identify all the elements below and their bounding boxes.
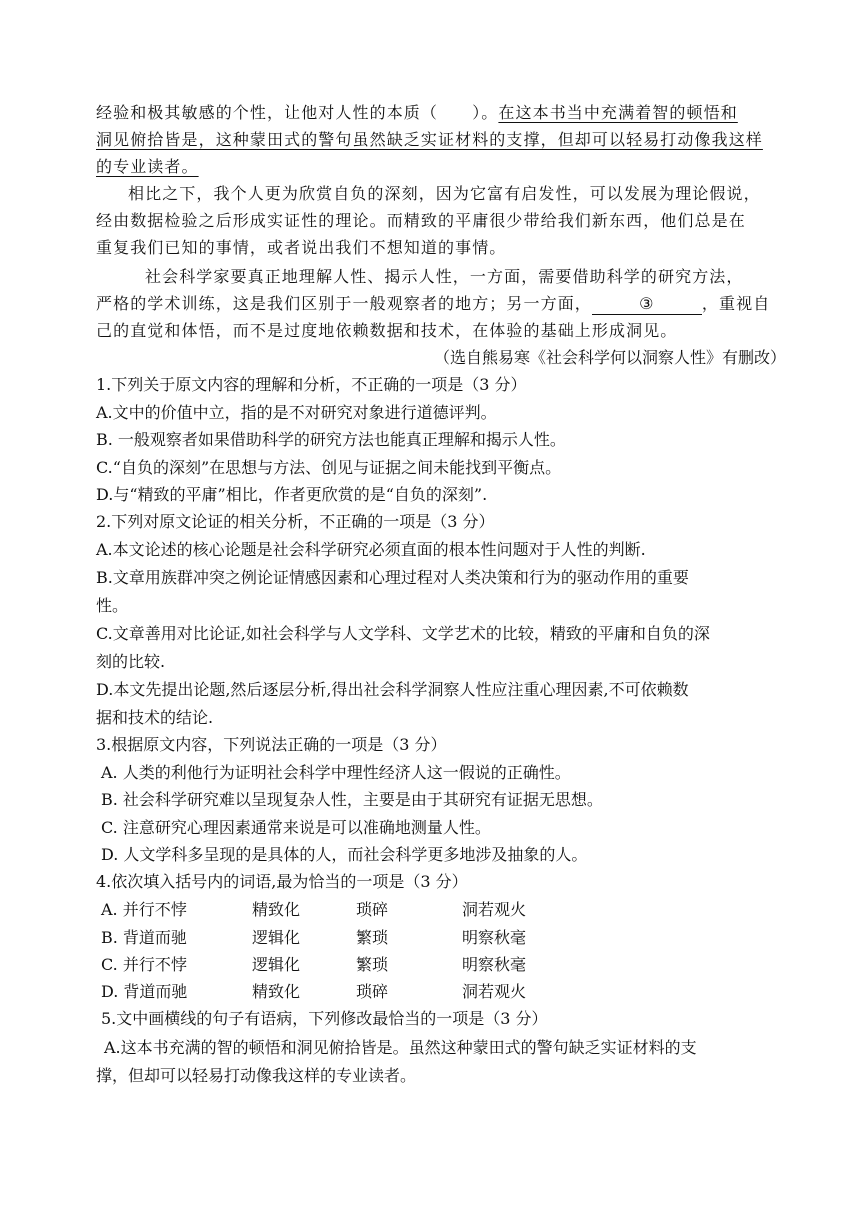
passage-paragraph-2-line-2: 经由数据检验之后形成实证性的理论。而精致的平庸很少带给我们新东西，他们总是在 [96, 211, 746, 230]
passage-text: ，重视自 [701, 294, 771, 313]
question-2-option-b: B.文章用族群冲突之例论证情感因素和心理过程对人类决策和行为的驱动作用的重要 [96, 568, 689, 587]
passage-text: 严格的学术训练，这是我们区别于一般观察者的地方；另一方面， [96, 294, 592, 313]
option-word: 洞若观火 [462, 982, 527, 1001]
option-word: 逻辑化 [252, 928, 301, 947]
option-word: D. 背道而驰 [101, 982, 188, 1001]
question-2-option-d: D.本文先提出论题,然后逐层分析,得出社会科学洞察人性应注重心理因素,不可依赖数 [96, 680, 689, 699]
fill-in-blank-3: ③ [592, 294, 702, 315]
question-5-option-a: A.这本书充满的智的顿悟和洞见俯拾皆是。虽然这种蒙田式的警句缺乏实证材料的支 [104, 1038, 697, 1057]
passage-paragraph-3-line-3: 己的直觉和体悟，而不是过度地依赖数据和技术，在体验的基础上形成洞见。 [96, 321, 678, 340]
option-word: B. 背道而驰 [101, 928, 187, 947]
question-5-stem: 5.文中画横线的句子有语病，下列修改最恰当的一项是（3 分） [101, 1009, 548, 1028]
underlined-sentence: 洞见俯拾皆是，这种蒙田式的警句虽然缺乏实证材料的支撑，但却可以轻易打动像我这样 [96, 130, 763, 149]
question-2-option-c: C.文章善用对比论证,如社会科学与人文学科、文学艺术的比较，精致的平庸和自负的深 [96, 624, 710, 643]
passage-text: 经验和极其敏感的个性，让他对人性的本质（ ）。 [96, 103, 499, 122]
question-4-stem: 4.依次填入括号内的词语,最为恰当的一项是（3 分） [96, 872, 468, 891]
passage-line-2 [96, 127, 763, 153]
option-word: 繁琐 [356, 955, 389, 974]
question-1-stem: 1.下列关于原文内容的理解和分析，不正确的一项是（3 分） [96, 375, 527, 394]
option-word: 明察秋毫 [462, 955, 527, 974]
question-1-option-b: B. 一般观察者如果借助科学的研究方法也能真正理解和揭示人性。 [96, 430, 566, 449]
option-word: 精致化 [252, 982, 301, 1001]
option-word: 精致化 [252, 900, 301, 919]
option-word: 明察秋毫 [462, 928, 527, 947]
source-citation: （选自熊易寒《社会科学何以洞察人性》有删改） [433, 348, 786, 367]
underlined-sentence: 在这本书当中充满着智的顿悟和 [498, 103, 738, 122]
question-3-option-a: A. 人类的利他行为证明社会科学中理性经济人这一假说的正确性。 [101, 763, 571, 782]
question-3-stem: 3.根据原文内容，下列说法正确的一项是（3 分） [96, 735, 447, 754]
option-word: 洞若观火 [462, 900, 527, 919]
passage-paragraph-3-line-1: 社会科学家要真正地理解人性、揭示人性，一方面，需要借助科学的研究方法， [145, 267, 744, 286]
question-1-option-a: A.文中的价值中立，指的是不对研究对象进行道德评判。 [96, 403, 497, 422]
option-word: C. 并行不悖 [101, 955, 187, 974]
question-3-option-c: C. 注意研究心理因素通常来说是可以准确地测量人性。 [101, 818, 491, 837]
option-word: 琐碎 [356, 900, 389, 919]
question-2-option-b-cont: 性。 [96, 596, 129, 615]
question-3-option-b: B. 社会科学研究难以呈现复杂人性，主要是由于其研究有证据无思想。 [101, 790, 603, 809]
question-2-option-c-cont: 刻的比较. [96, 652, 166, 671]
underlined-sentence: 的专业读者。 [96, 157, 199, 176]
passage-paragraph-2-line-3: 重复我们已知的事情，或者说出我们不想知道的事情。 [96, 238, 507, 257]
option-word: 琐碎 [356, 982, 389, 1001]
question-2-stem: 2.下列对原文论证的相关分析，不正确的一项是（3 分） [96, 512, 495, 531]
question-1-option-d: D.与“精致的平庸”相比，作者更欣赏的是“自负的深刻”. [96, 485, 488, 504]
passage-paragraph-2-line-1: 相比之下，我个人更为欣赏自负的深刻，因为它富有启发性，可以发展为理论假说， [128, 184, 761, 203]
question-2-option-a: A.本文论述的核心论题是社会科学研究必须直面的根本性问题对于人性的判断. [96, 540, 646, 559]
question-2-option-d-cont: 据和技术的结论. [96, 708, 214, 727]
passage-line-1 [96, 100, 738, 126]
passage-line-3 [96, 154, 199, 180]
option-word: A. 并行不悖 [101, 900, 187, 919]
question-3-option-d: D. 人文学科多呈现的是具体的人，而社会科学更多地涉及抽象的人。 [101, 845, 588, 864]
option-word: 繁琐 [356, 928, 389, 947]
question-1-option-c: C.“自负的深刻”在思想与方法、创见与证据之间未能找到平衡点。 [96, 458, 562, 477]
passage-paragraph-3-line-2 [96, 291, 770, 317]
question-5-option-a-cont: 撑，但却可以轻易打动像我这样的专业读者。 [96, 1066, 417, 1085]
option-word: 逻辑化 [252, 955, 301, 974]
